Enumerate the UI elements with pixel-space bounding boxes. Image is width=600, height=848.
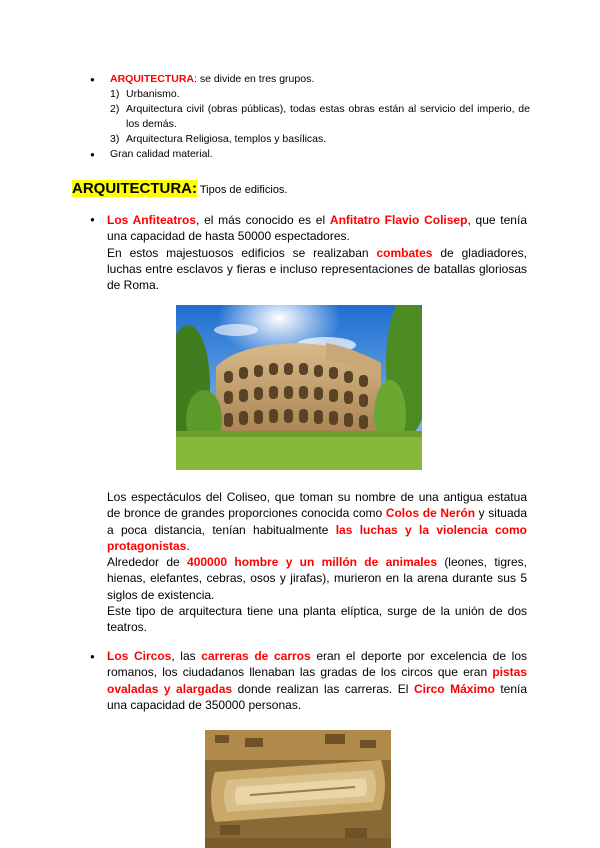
list-item-text: Gran calidad material. <box>110 148 213 160</box>
sub-item <box>90 87 530 102</box>
top-list <box>90 72 530 162</box>
text-run: En estos majestuosos edificios se realizaban <box>107 245 377 260</box>
colos-neron-term: Colos de Nerón <box>385 506 476 521</box>
text-run: de gladiadores, luchas entre esclavos y fieras e incluso representaciones de batallas gloriosas de Roma. <box>107 245 527 293</box>
section-heading <box>72 180 288 197</box>
text-run: Alrededor de <box>107 555 188 570</box>
text-run: tenía una capacidad de 350000 personas. <box>107 681 528 712</box>
anfiteatros-term: Los Anfiteatros <box>107 213 196 227</box>
sub-item-text: Arquitectura Religiosa, templos y basílicas. <box>126 133 327 145</box>
circos-term: Los Circos <box>107 649 172 663</box>
bullet-dot: ● <box>90 215 95 224</box>
colisep-term: Anfitatro Flavio Colisep <box>329 213 468 227</box>
luchas-term: las luchas y la violencia como protagonistas <box>107 522 527 553</box>
sub-item <box>90 132 530 147</box>
list-item <box>90 147 530 162</box>
text-run: Los espectáculos del Coliseo, que toman su nombre de una antigua estatua de bronce de grandes proporciones conocida como <box>107 490 527 521</box>
text-run: , que tenía una capacidad de hasta 50000 espectadores. <box>107 213 527 244</box>
hombres-animales-term: 400000 hombre y un millón de animales <box>187 555 437 570</box>
bullet-dot: ● <box>90 652 95 661</box>
sub-item-number: 1) <box>110 88 120 100</box>
pistas-term: pistas ovaladas y alargadas <box>107 665 527 696</box>
list-item-text: : se divide en tres grupos. <box>194 73 315 85</box>
carreras-term: carreras de carros <box>201 649 311 663</box>
combates-term: combates <box>376 245 433 260</box>
sub-item-number: 3) <box>110 133 120 145</box>
anfiteatros-paragraph <box>107 212 527 293</box>
sub-item-text: Urbanismo. <box>126 88 180 100</box>
circos-paragraph <box>107 648 527 713</box>
text-run: eran el deporte por excelencia de los romanos, los ciudadanos llenaban las gradas de los circos que eran <box>107 649 527 680</box>
coliseo-paragraph <box>107 489 527 636</box>
heading-highlight: ARQUITECTURA: <box>72 180 197 197</box>
sub-item <box>90 102 530 132</box>
text-run: . <box>186 538 190 553</box>
list-item <box>90 72 530 87</box>
colosseum-image <box>176 305 422 470</box>
text-run: (leones, tigres, hienas, elefantes, cebras, osos y jirafas), murieron en la arena durante sus 5 siglos de existencia. <box>107 555 527 602</box>
circo-maximo-image <box>205 730 391 848</box>
text-run: , el más conocido es el <box>195 213 330 227</box>
heading-subtitle: Tipos de edificios. <box>197 184 288 196</box>
circo-maximo-term: Circo Máximo <box>413 681 495 696</box>
text-run: Este tipo de arquitectura tiene una planta elíptica, surge de la unión de dos teatros. <box>107 604 527 635</box>
arquitectura-label: ARQUITECTURA <box>110 73 194 85</box>
text-run: y situada a poca distancia, tenían habitualmente <box>107 506 527 537</box>
text-run: , las <box>171 649 202 663</box>
sub-item-text: Arquitectura civil (obras públicas), todas estas obras están al servicio del imperio, de los demás. <box>126 103 530 130</box>
text-run: donde realizan las carreras. El <box>232 681 414 696</box>
sub-item-number: 2) <box>110 103 120 115</box>
